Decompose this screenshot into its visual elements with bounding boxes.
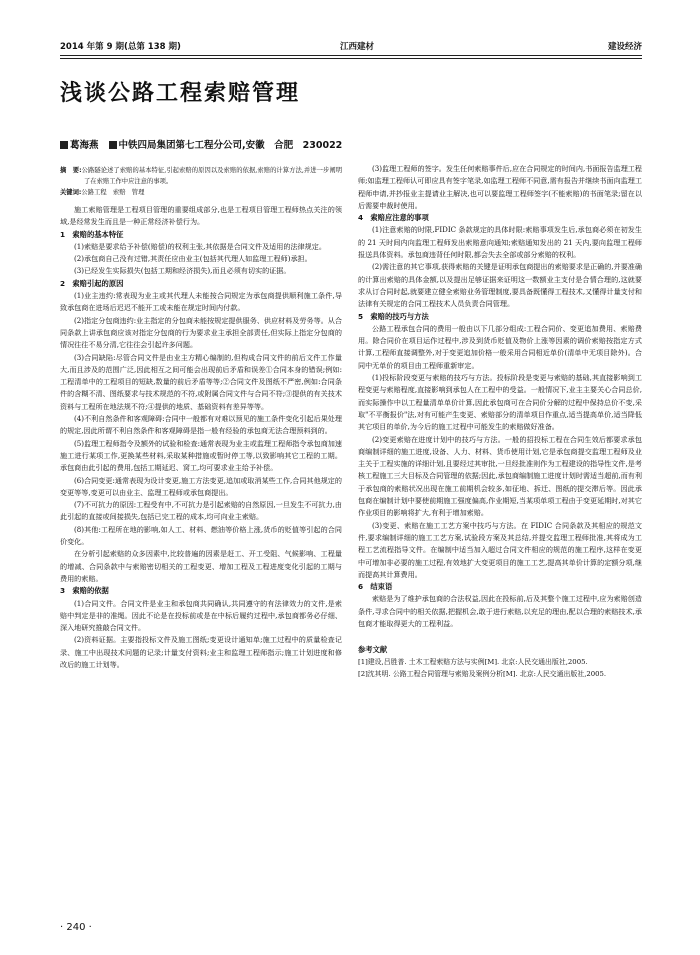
author-line bbox=[60, 137, 342, 151]
left-column bbox=[60, 165, 342, 671]
section-heading: 2 索赔引起的原因 bbox=[60, 278, 124, 288]
paragraph: 公路工程承包合同的费用一般由以下几部分组成:工程合同价、变更追加费用、索赔费用。除合同价在项目运作过程中,涉及到货币贬值及物价上涨等因素的调价索赔按指定方式计算,工程师直接调整外,对于变更追加价格一般采用合同相近单价(清单中无项目除外)。合同中无单价的项目由工程师重新审定。 bbox=[358, 323, 642, 370]
page-number: · 240 · bbox=[60, 922, 92, 933]
paragraph: (3)变更、索赔在施工工艺方案中技巧与方法。在 FIDIC 合同条款及其相应的规范文件,要求编制详细的施工工艺方案,试验段方案及其总结,并提交监理工程师批准,其将成为工程工艺流程指导文件。在编制中适当加入超过合同文件相应的规范的施工程序,这样在变更中可增加非必要的施工过程,有效地扩大变更项目的施工工艺,提高其单价计算的定额分项,继而提高其计算费用。 bbox=[358, 520, 642, 579]
paragraph: (7)不可抗力的原因:工程受有中,不可抗力是引起索赔的自然原因,一旦发生不可抗力,由此引起的直接或间接损失,包括已完工程的成本,均可向业主索赔。 bbox=[60, 500, 342, 522]
paragraph: (8)其他:工程所在地的影响,如人工、材料、燃油等价格上涨,货币的贬值等引起的合同价变化。 bbox=[60, 524, 342, 547]
paragraph: (3)合同缺陷:尽管合同文件是由业主方精心编制的,但构成合同文件的前后文件工作量大,而且涉及的范围广泛,因此相互之间可能会出现前后矛盾和误差①合同本身的错误;例如:工程清单中的工程项目的短缺,数量的前后矛盾等等;②合同文件及图纸不严密,例如:合同条件的含糊不清、图纸要求与技术规范的不符,或附属合同文件与合同不符;③提供的有关技术资料与工程所在地法规不符;④提供的地质、基础资料有差异等等。 bbox=[60, 352, 342, 411]
paragraph: (3)已经发生实际损失(包括工期和经济损失),而且必须有切实的证据。 bbox=[74, 266, 291, 276]
square-bullet-icon bbox=[109, 141, 117, 149]
paragraph: (2)资料证据。主要指投标文件及施工图纸;变更设计通知单;施工过程中的质量检查记录、施工中出现技术问题的记录;计量支付资料;业主和监理工程师指示;施工计划进度和修改后的施工计划等。 bbox=[60, 635, 342, 669]
paragraph: (4)不利自然条件和客观障碍:合同中一般都有对难以预见的施工条件变化引起后果处理的规定,因此所谓不利自然条件和客观障碍是指一般有经验的承包商无法合理预料到的。 bbox=[60, 414, 342, 436]
keywords: 公路工程 索赔 管理 bbox=[81, 189, 145, 196]
section-heading: 6 结束语 bbox=[358, 582, 393, 592]
right-column bbox=[358, 163, 642, 680]
paragraph: (1)投标阶段变更与索赔的技巧与方法。投标阶段是变更与索赔的基础,其直接影响到工程变更与索赔程度,直接影响到承包人在工程中的受益。一般情况下,业主主要关心合同总价,而实际操作中以工程量清单单价计算,因此承包商可在合同价分解的过程中保持总价不变,采取"不平衡报价"法,对有可能产生变更、索赔部分的清单项目作重点,适当提高单价,适当降低其它项目的单价,为今后的施工过程中可能发生的索赔做好准备。 bbox=[358, 373, 642, 432]
section-name: 建设经济 bbox=[607, 42, 642, 52]
journal-name: 江西建材 bbox=[340, 42, 375, 52]
keywords-label: 关键词: bbox=[60, 189, 82, 196]
abstract bbox=[60, 165, 342, 198]
paragraph: (2)指定分包商违约:业主指定的分包商未能按规定提供服务、供应材料及劳务等。从合同条款上讲承包商应该对指定分包商的行为要求业主承担全部责任,但实际上指定分包商的情况往往不易分清,它往往会引起许多问题。 bbox=[60, 315, 342, 350]
paragraph: (3)监理工程师的签字。发生任何索赔事件后,应在合同规定的时间内,书面报告监理工程师;如监理工程师认可即应具有签字笔录,如监理工程师不同意,需有报告并继续书面向监理工程师申请,并抄报业主提请业主解决,也可以要监理工程师签字(不能索赔)的书面笔录;留在以后需要申裁时使用。 bbox=[358, 164, 642, 210]
abstract-text: 公路隧论述了索赔的基本特征,引起索赔的原因以及索赔的依据,索赔的计算方法,并进一步阐明了在索赔工作中应注意的事项。 bbox=[81, 167, 342, 185]
paragraph: (2)需注意的其它事项,获得索赔的关键是证明承包商提出的索赔要求是正确的,并要准确的计算出索赔的具体金额,以及提出足够证据来证明这一数额业主支付是合情合理的,这就要求从订合同时起,就要建立健全索赔业务管理制度,要具备既懂得工程技术,又懂得计量支付和法律有关规定的合同工程技术人员负责合同管理。 bbox=[358, 262, 642, 309]
paragraph: 在分析引起索赔的众多因素中,比较普遍的因素是赶工、开工受阻、气候影响、工程量的增减、合同条款中与索赔密切相关的工程变更、增加工程及工程进度变化引起的工期与费用的索赔。 bbox=[60, 549, 342, 583]
paragraph: (2)承包商自己没有过错,其责任应由业主(包括其代理人如监理工程师)承担。 bbox=[74, 254, 312, 264]
paragraph: (1)注意索赔的时限,FIDIC 条款规定的具体时限:索赔事项发生后,承包商必须在初发生的 21 天时间内向监理工程师发出索赔意向通知;索赔通知发出的 21 天内,要向监理工程师报送具体资料。承包商违背任何时限,都会失去全部或部分索赔的权利。 bbox=[358, 225, 642, 260]
section-heading: 3 索赔的依据 bbox=[60, 586, 109, 596]
section-heading: 4 索赔应注意的事项 bbox=[358, 213, 429, 223]
header-rule bbox=[60, 55, 642, 56]
header-rule-thin bbox=[60, 58, 642, 59]
article-title: 浅谈公路工程索赔管理 bbox=[60, 81, 301, 106]
intro-paragraph: 施工索赔管理是工程项目管理的重要组成部分,也是工程项目管理工程师热点关注的领域,是经常发生而且是一种正常经济补偿行为。 bbox=[60, 205, 342, 227]
reference-item: [1]建设,吕胜普. 土木工程索赔方法与实例[M]. 北京:人民交通出版社,2005. bbox=[358, 658, 588, 667]
paragraph: 索赔是为了维护承包商的合法权益,因此在投标前,后及其整个施工过程中,应为索赔创造条件,寻求合同中的相关依据,把握机会,敢于进行索赔,以充足的理由,配以合理的索赔技术,承包商才能取得更大的工程利益。 bbox=[358, 594, 642, 628]
paragraph: (5)监理工程师指令及额外的试验和检查:通常表现为业主或监理工程师指令承包商加速施工进行某项工作,更换某些材料,采取某种措施或暂时停工等,以致影响其它工程的工期。承包商由此引起的费用,包括工期延迟、窝工,均可要求业主给予补偿。 bbox=[60, 438, 342, 473]
paragraph: (1)业主违约:常表现为业主或其代理人未能按合同规定为承包商提供顺利施工条件,导致承包商在进场后迟迟不能开工或未能在规定时间内付款。 bbox=[60, 291, 342, 313]
references-heading: 参考文献 bbox=[358, 645, 388, 655]
paragraph: (1)合同文件。合同文件是业主和承包商共同确认,共同遵守的有法律效力的文件,是索赔中判定是非的准绳。因此不论是在投标前或是在中标后履约过程中,承包商都务必仔细、深入地研究推敲合同文件。 bbox=[60, 598, 342, 633]
author-affiliation: 中铁四局集团第七工程分公司,安徽 合肥 230022 bbox=[118, 140, 343, 151]
reference-item: [2]沈其明. 公路工程合同管理与索赔及案例分析[M]. 北京:人民交通出版社,2005. bbox=[358, 670, 607, 679]
paragraph: (1)索赔是要求给予补偿(赔偿)的权利主张,其依据是合同文件及适用的法律规定。 bbox=[74, 241, 326, 251]
square-bullet-icon bbox=[60, 141, 68, 149]
author-name: 葛海燕 bbox=[70, 140, 99, 151]
issue-info: 2014 年第 9 期(总第 138 期) bbox=[60, 42, 181, 52]
section-heading: 1 索赔的基本特征 bbox=[60, 229, 124, 239]
abstract-label: 摘 要: bbox=[60, 167, 82, 174]
paragraph: (2)变更索赔在进度计划中的技巧与方法。一般的招投标工程在合同生效后都要求承包商编制详细的施工进度,设备、人力、材料、货币使用计划,它是承包商提交监理工程师及业主关于工程实施的详细计划,且要经过其审批,一旦经批准则作为工程建设的指导性文件,是考核工程施工三大目标及合同管理的依据;因此,承包商编制施工进度计划时需适当超前,而有利于承包商的索赔状况出现在施工前期机会较多,如征地、拆迁、图纸的提交滞后等。因此承包商在编制计划中要使前期施工强度偏高,作业期短,当某项单项工程由于变更延期时,对其它作业项目的影响将扩大,有利于增加索赔。 bbox=[358, 434, 642, 518]
section-heading: 5 索赔的技巧与方法 bbox=[358, 311, 429, 321]
paragraph: (6)合同变更:通常表现为设计变更,施工方法变更,追加或取消某些工作,合同其他规定的变更等等,变更可以由业主、监理工程师或承包商提出。 bbox=[60, 475, 342, 497]
running-header bbox=[60, 40, 642, 54]
